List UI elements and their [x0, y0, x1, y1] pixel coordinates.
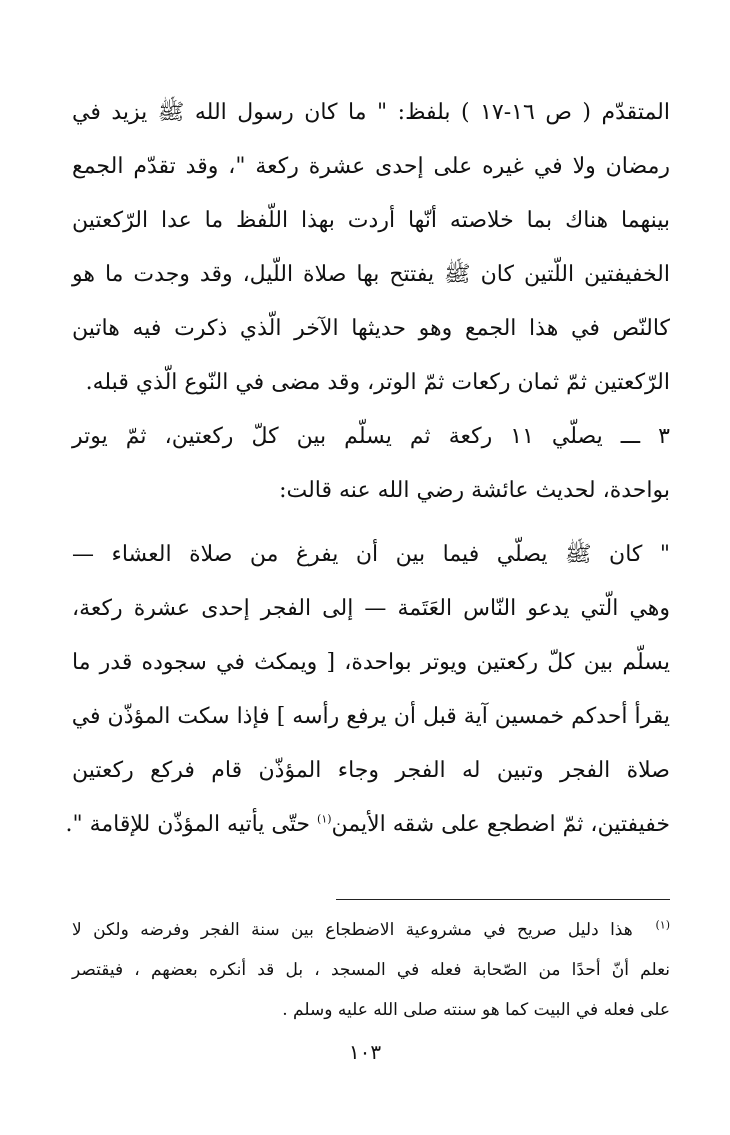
footnote-separator [336, 899, 670, 900]
final-line-end: حتّى يأتيه المؤذّن للإقامة ". [65, 812, 318, 837]
footnote-line: على فعله في البيت كما هو سنته صلى الله عليه وسلم . [282, 1000, 670, 1020]
footnote-text: هذا دليل صريح في مشروعية الاضطجاع بين سنة الفجر وفرضه ولكن لا [72, 920, 633, 940]
text-line: كالنّص في هذا الجمع وهو حديثها الآخر الّذي ذكرت فيه هاتين [72, 316, 670, 341]
text-line: " كان ﷺ يصلّي فيما بين أن يفرغ من صلاة العشاء — [72, 542, 670, 567]
text-line: الرّكعتين ثمّ ثمان ركعات ثمّ الوتر، وقد مضى في النّوع الّذي قبله. [85, 370, 670, 395]
page-number: ١٠٣ [348, 1040, 382, 1064]
text-line: يقرأ أحدكم خمسين آية قبل أن يرفع رأسه ] فإذا سكت المؤذّن في [71, 704, 670, 729]
text-line: رمضان ولا في غيره على إحدى عشرة ركعة "، وقد تقدّم الجمع [72, 154, 670, 179]
text-line: يسلّم بين كلّ ركعتين ويوتر بواحدة، [ ويمكث في سجوده قدر ما [72, 650, 670, 675]
text-line: وهي الّتي يدعو النّاس العَتَمة — إلى الفجر إحدى عشرة ركعة، [72, 596, 670, 621]
final-line-start: خفيفتين، ثمّ اضطجع على شقه الأيمن [331, 812, 670, 837]
footnote-block [72, 910, 670, 1030]
footnote-line [72, 910, 670, 950]
text-line: بواحدة، لحديث عائشة رضي الله عنه قالت: [279, 478, 670, 503]
text-line: صلاة الفجر وتبين له الفجر وجاء المؤذّن قام فركع ركعتين [72, 758, 670, 783]
text-line: المتقدّم ( ص ١٦-١٧ ) بلفظ: " ما كان رسول الله ﷺ يزيد في [72, 100, 670, 125]
footnote-marker: (١) [655, 918, 670, 932]
footnote-reference[interactable]: (١) [317, 812, 332, 826]
footnote-line: نعلم أنّ أحدًا من الصّحابة فعله في المسجد ، بل قد أنكره بعضهم ، فيقتصر [72, 960, 670, 980]
text-line: بينهما هناك بما خلاصته أنّها أردت بهذا اللّفظ ما عدا الرّكعتين [72, 208, 670, 233]
main-text-block [65, 86, 670, 852]
text-line-final [65, 798, 670, 852]
text-line: ٣ ـــ يصلّي ١١ ركعة ثم يسلّم بين كلّ ركعتين، ثمّ يوتر [72, 424, 670, 449]
text-line: الخفيفتين اللّتين كان ﷺ يفتتح بها صلاة اللّيل، وقد وجدت ما هو [72, 262, 670, 287]
